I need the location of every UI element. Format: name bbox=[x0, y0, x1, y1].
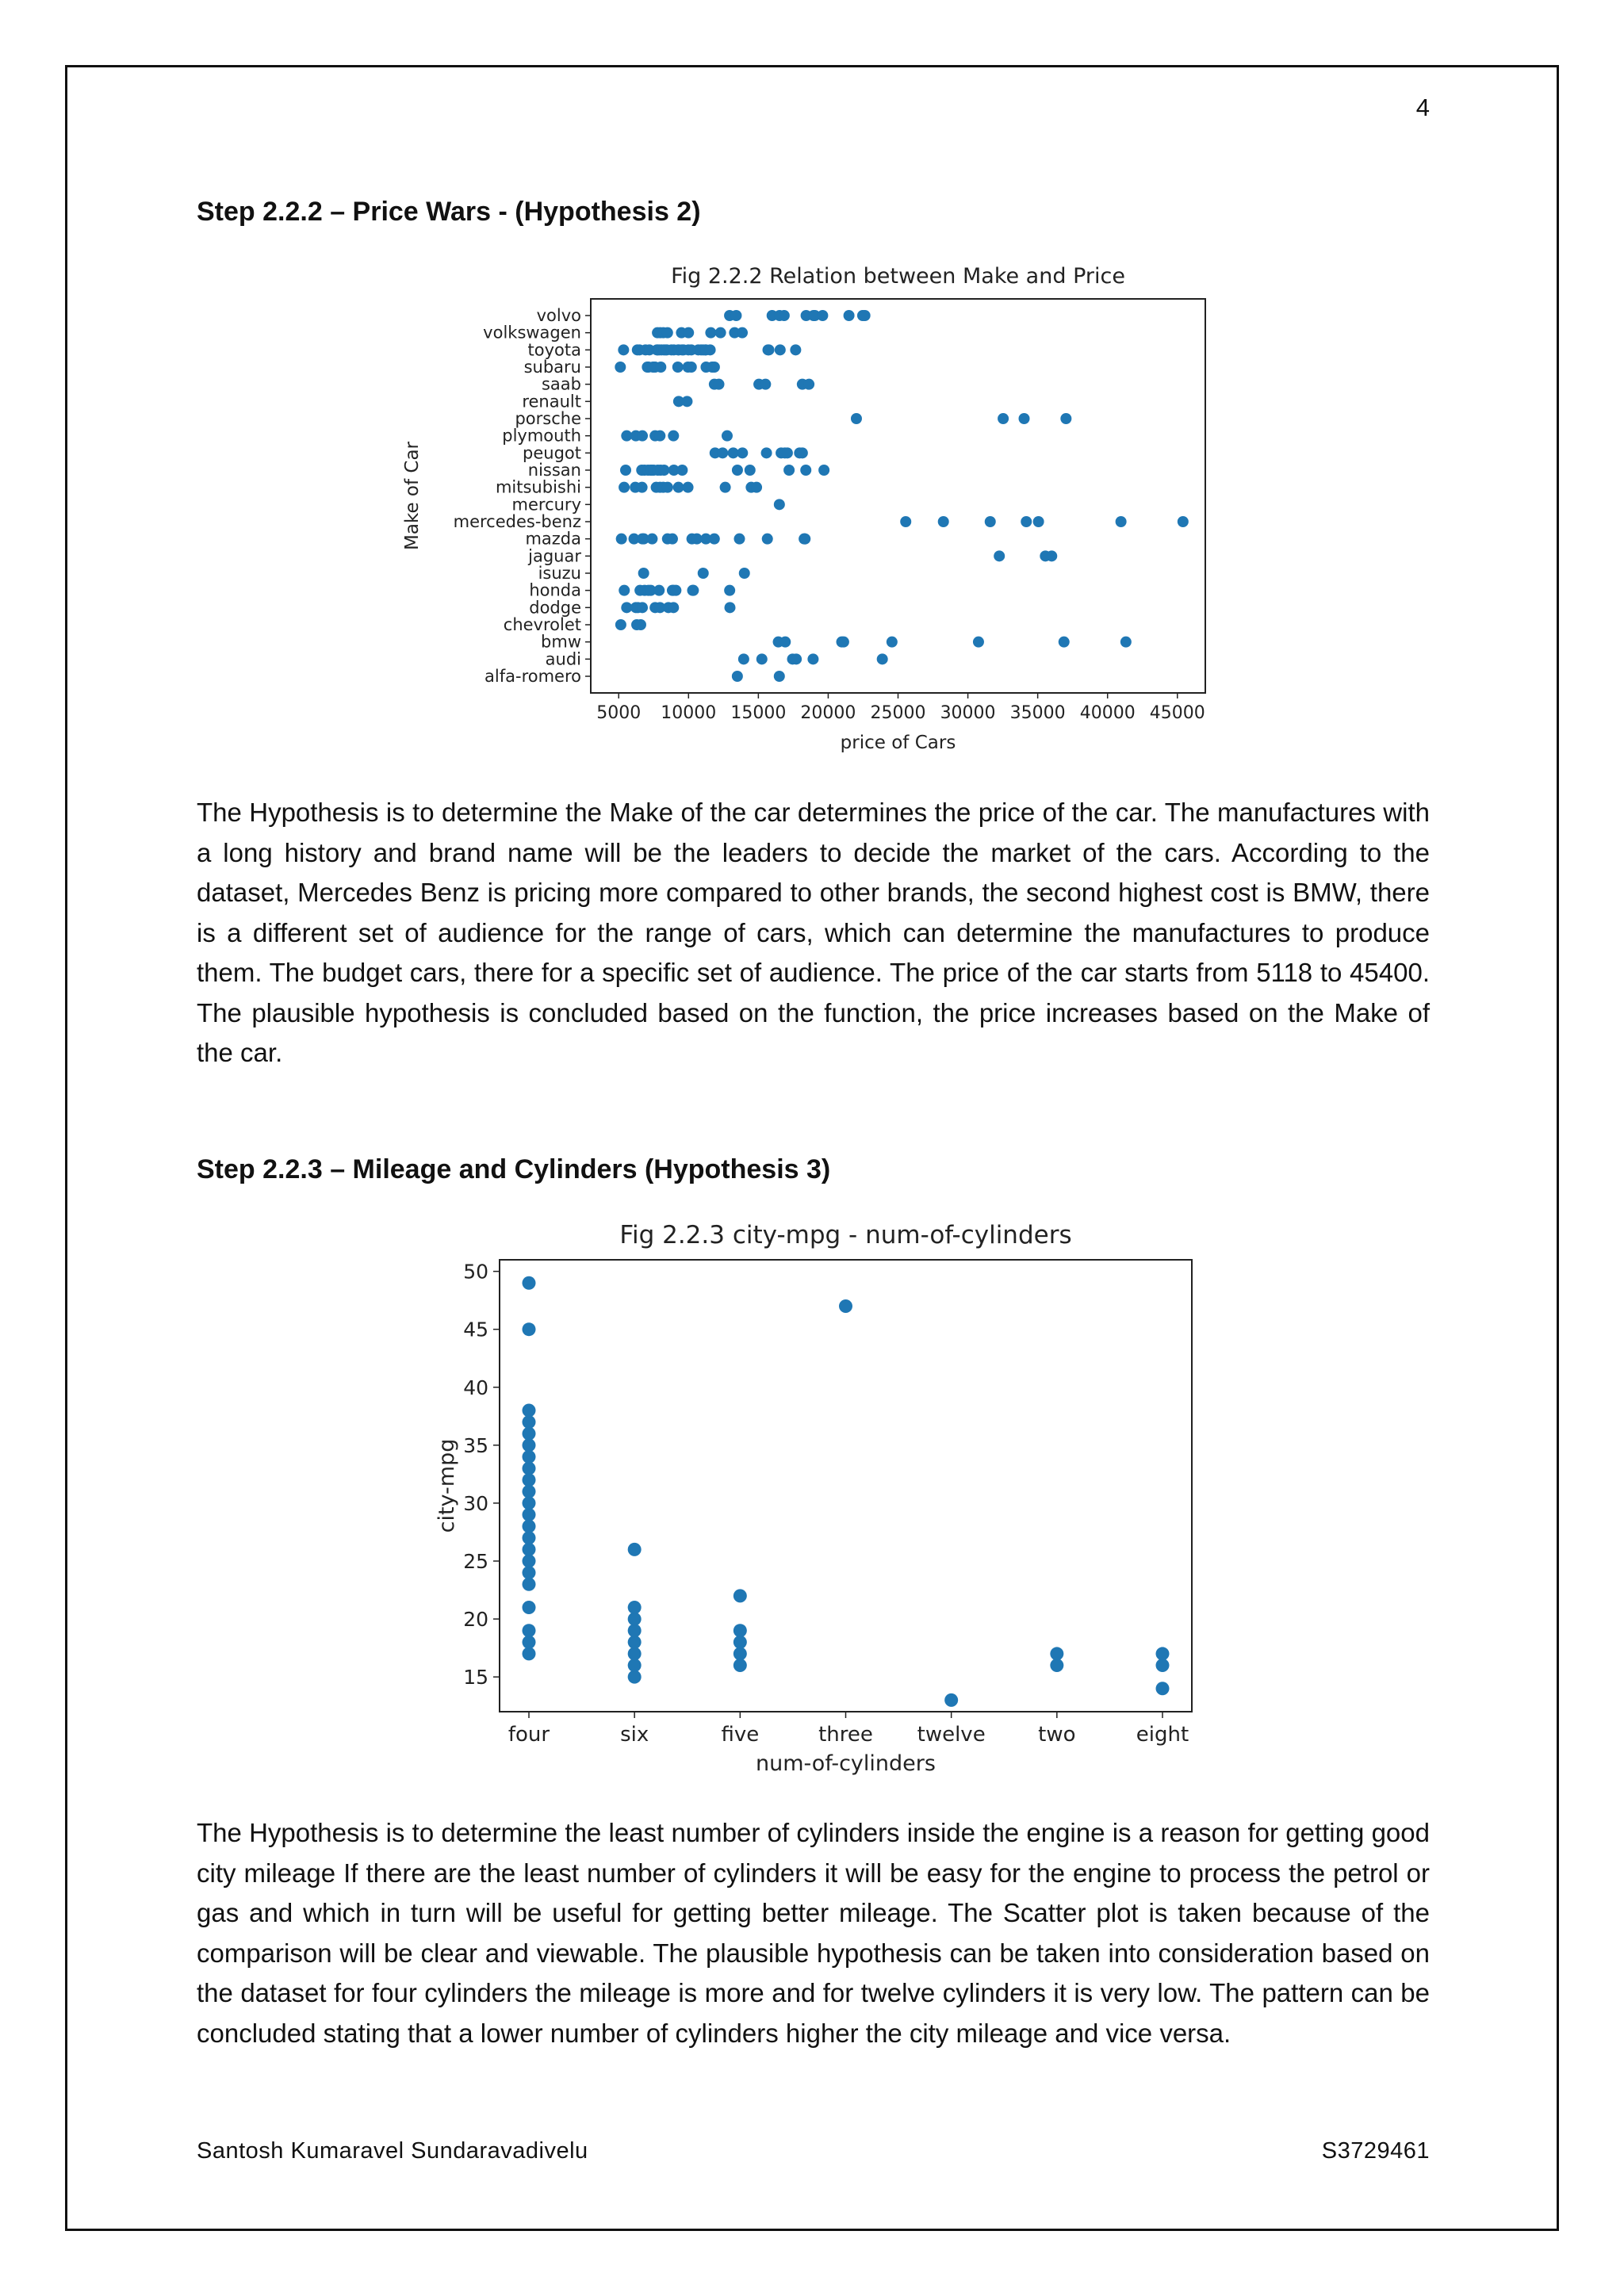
y-tick-label: 45 bbox=[463, 1318, 488, 1341]
x-tick-label: three bbox=[818, 1723, 873, 1747]
data-point bbox=[688, 585, 699, 596]
data-point bbox=[733, 1624, 747, 1637]
data-point bbox=[732, 465, 743, 476]
data-point bbox=[803, 379, 814, 390]
data-point bbox=[938, 516, 949, 527]
data-point bbox=[523, 1450, 536, 1464]
data-point bbox=[615, 619, 626, 630]
data-point bbox=[637, 430, 648, 442]
y-tick-label: subaru bbox=[523, 358, 581, 377]
data-point bbox=[668, 430, 679, 442]
x-tick-label: six bbox=[620, 1723, 649, 1747]
data-point bbox=[732, 671, 743, 682]
data-point bbox=[523, 1624, 536, 1637]
data-point bbox=[628, 1659, 642, 1672]
data-point bbox=[764, 344, 775, 355]
data-point bbox=[818, 465, 829, 476]
data-point bbox=[523, 1473, 536, 1487]
data-point bbox=[709, 534, 720, 545]
plot-frame bbox=[500, 1260, 1192, 1712]
data-point bbox=[720, 482, 731, 493]
data-point bbox=[1120, 637, 1132, 648]
data-point bbox=[739, 568, 750, 579]
y-tick-label: toyota bbox=[527, 340, 581, 360]
data-point bbox=[1116, 516, 1127, 527]
y-axis-label: city-mpg bbox=[435, 1438, 459, 1533]
x-tick-label: two bbox=[1038, 1723, 1076, 1747]
data-point bbox=[646, 534, 657, 545]
x-tick-label: 20000 bbox=[800, 703, 856, 723]
make-price-scatter-chart bbox=[396, 258, 1237, 765]
data-point bbox=[779, 637, 791, 648]
data-point bbox=[1156, 1647, 1170, 1660]
y-tick-label: audi bbox=[545, 649, 581, 669]
x-tick-label: 15000 bbox=[730, 703, 787, 723]
y-tick-label: peugot bbox=[523, 443, 581, 463]
data-point bbox=[733, 1647, 747, 1660]
data-point bbox=[1046, 550, 1057, 561]
data-point bbox=[797, 447, 808, 458]
data-point bbox=[523, 1520, 536, 1533]
data-point bbox=[733, 1589, 747, 1602]
data-point bbox=[662, 327, 673, 339]
data-point bbox=[745, 465, 756, 476]
data-point bbox=[523, 1566, 536, 1579]
y-tick-label: mazda bbox=[525, 529, 581, 549]
data-point bbox=[523, 1601, 536, 1614]
data-point bbox=[523, 1415, 536, 1429]
data-point bbox=[783, 465, 795, 476]
data-point bbox=[717, 447, 728, 458]
data-point bbox=[658, 465, 669, 476]
data-point bbox=[779, 310, 790, 321]
data-point bbox=[620, 465, 631, 476]
data-point bbox=[994, 550, 1005, 561]
data-point bbox=[877, 653, 888, 664]
data-point bbox=[724, 585, 735, 596]
x-tick-label: eight bbox=[1136, 1723, 1189, 1747]
data-point bbox=[791, 653, 802, 664]
data-point bbox=[844, 310, 855, 321]
section-heading-price-wars: Step 2.2.2 – Price Wars - (Hypothesis 2) bbox=[197, 197, 701, 227]
y-tick-label: 50 bbox=[463, 1260, 488, 1284]
data-point bbox=[715, 327, 726, 339]
data-point bbox=[714, 379, 725, 390]
data-point bbox=[1178, 516, 1189, 527]
data-point bbox=[523, 1496, 536, 1510]
data-point bbox=[523, 1543, 536, 1556]
data-point bbox=[998, 413, 1009, 424]
y-tick-label: alfa-romero bbox=[485, 667, 581, 686]
y-tick-label: saab bbox=[541, 374, 581, 394]
data-point bbox=[733, 1636, 747, 1649]
data-point bbox=[523, 1438, 536, 1452]
data-point bbox=[807, 653, 818, 664]
data-point bbox=[760, 379, 771, 390]
y-tick-label: porsche bbox=[515, 409, 581, 428]
data-point bbox=[1050, 1659, 1063, 1672]
x-tick-label: 35000 bbox=[1009, 703, 1066, 723]
data-point bbox=[628, 1670, 642, 1684]
data-point bbox=[1156, 1659, 1170, 1672]
data-point bbox=[523, 1647, 536, 1660]
data-point bbox=[615, 362, 626, 373]
data-point bbox=[523, 1427, 536, 1441]
data-point bbox=[676, 465, 688, 476]
section-heading-mileage-cylinders: Step 2.2.3 – Mileage and Cylinders (Hypothesis 3) bbox=[197, 1154, 831, 1184]
y-tick-label: honda bbox=[529, 580, 581, 600]
plot-frame bbox=[591, 299, 1205, 693]
data-point bbox=[667, 534, 678, 545]
y-tick-label: isuzu bbox=[538, 564, 581, 583]
y-tick-label: plymouth bbox=[502, 426, 581, 446]
x-tick-label: twelve bbox=[917, 1723, 986, 1747]
y-tick-label: 25 bbox=[463, 1550, 488, 1573]
data-point bbox=[523, 1531, 536, 1544]
data-point bbox=[860, 310, 871, 321]
data-point bbox=[618, 344, 629, 355]
data-point bbox=[775, 344, 786, 355]
data-point bbox=[851, 413, 862, 424]
data-point bbox=[774, 499, 785, 510]
data-point bbox=[1021, 516, 1032, 527]
data-point bbox=[628, 1647, 642, 1660]
data-point bbox=[1156, 1682, 1170, 1695]
x-tick-label: four bbox=[508, 1723, 550, 1747]
footer-student-id: S3729461 bbox=[1321, 2138, 1430, 2164]
data-point bbox=[653, 585, 665, 596]
data-point bbox=[523, 1322, 536, 1336]
data-point bbox=[523, 1508, 536, 1521]
y-axis-label: Make of Car bbox=[402, 442, 423, 550]
y-tick-label: chevrolet bbox=[503, 615, 581, 634]
data-point bbox=[838, 637, 849, 648]
footer-author: Santosh Kumaravel Sundaravadivelu bbox=[197, 2138, 588, 2164]
data-point bbox=[628, 1636, 642, 1649]
data-point bbox=[817, 310, 828, 321]
data-point bbox=[973, 637, 984, 648]
data-point bbox=[887, 637, 898, 648]
data-point bbox=[733, 1659, 747, 1672]
data-point bbox=[635, 619, 646, 630]
data-point bbox=[900, 516, 911, 527]
x-tick-label: 10000 bbox=[661, 703, 717, 723]
y-tick-label: renault bbox=[522, 392, 581, 411]
data-point bbox=[1033, 516, 1044, 527]
y-tick-label: dodge bbox=[529, 598, 581, 618]
x-axis-label: price of Cars bbox=[840, 733, 956, 753]
data-point bbox=[730, 310, 741, 321]
y-tick-label: 30 bbox=[463, 1491, 488, 1515]
mpg-cylinders-scatter-chart bbox=[412, 1217, 1205, 1788]
y-tick-label: volvo bbox=[536, 306, 581, 325]
data-point bbox=[756, 653, 768, 664]
data-point bbox=[705, 327, 716, 339]
y-tick-label: mercedes-benz bbox=[453, 512, 581, 531]
data-point bbox=[738, 653, 749, 664]
data-point bbox=[686, 362, 697, 373]
data-point bbox=[774, 671, 785, 682]
y-tick-label: jaguar bbox=[528, 546, 581, 566]
data-point bbox=[523, 1636, 536, 1649]
data-point bbox=[737, 327, 748, 339]
data-point bbox=[683, 327, 694, 339]
page-number: 4 bbox=[1415, 94, 1430, 121]
price-wars-text: The Hypothesis is to determine the Make of the car determines the price of the car. The manufactures with a long history and brand name will be the leaders to decide the market of the cars. According to the dataset, Mercedes Benz is pricing more compared to other brands, the second highest cost is BMW, there is a different set of audience for the range of cars, which can determine the manufactures to produce them. The budget cars, there for a specific set of audience. The price of the car starts from 5118 to 45400. The plausible hypothesis is concluded based on the function, the price increases based on the Make of the car. bbox=[197, 798, 1430, 1067]
data-point bbox=[1059, 637, 1070, 648]
price-wars-paragraph bbox=[197, 793, 1430, 1073]
data-point bbox=[638, 568, 649, 579]
y-tick-label: 20 bbox=[463, 1608, 488, 1632]
data-point bbox=[523, 1276, 536, 1290]
data-point bbox=[670, 585, 681, 596]
data-point bbox=[655, 362, 666, 373]
y-tick-label: volkswagen bbox=[483, 323, 581, 342]
data-point bbox=[628, 1613, 642, 1626]
data-point bbox=[523, 1578, 536, 1591]
data-point bbox=[839, 1299, 852, 1313]
x-tick-label: 30000 bbox=[940, 703, 996, 723]
data-point bbox=[761, 447, 772, 458]
data-point bbox=[628, 1543, 642, 1556]
data-point bbox=[698, 568, 709, 579]
data-point bbox=[1050, 1647, 1063, 1660]
chart-title: Fig 2.2.3 city-mpg - num-of-cylinders bbox=[619, 1221, 1072, 1249]
data-point bbox=[523, 1485, 536, 1498]
y-tick-label: 35 bbox=[463, 1433, 488, 1457]
data-point bbox=[751, 482, 762, 493]
data-point bbox=[1019, 413, 1030, 424]
y-tick-label: bmw bbox=[541, 632, 581, 652]
y-tick-label: nissan bbox=[527, 461, 581, 480]
data-point bbox=[672, 362, 684, 373]
data-point bbox=[637, 602, 648, 613]
data-point bbox=[673, 482, 684, 493]
data-point bbox=[790, 344, 801, 355]
data-point bbox=[800, 465, 811, 476]
x-tick-label: 25000 bbox=[870, 703, 926, 723]
data-point bbox=[654, 430, 665, 442]
data-point bbox=[637, 482, 648, 493]
data-point bbox=[1060, 413, 1071, 424]
data-point bbox=[722, 430, 733, 442]
data-point bbox=[737, 447, 748, 458]
data-point bbox=[668, 602, 679, 613]
x-tick-label: 5000 bbox=[596, 703, 642, 723]
data-point bbox=[985, 516, 996, 527]
y-tick-label: 40 bbox=[463, 1376, 488, 1399]
mileage-paragraph bbox=[197, 1813, 1430, 2053]
data-point bbox=[944, 1693, 958, 1707]
data-point bbox=[628, 1624, 642, 1637]
data-point bbox=[725, 602, 736, 613]
data-point bbox=[523, 1555, 536, 1568]
data-point bbox=[628, 1601, 642, 1614]
chart-title: Fig 2.2.2 Relation between Make and Price bbox=[671, 264, 1125, 289]
data-point bbox=[709, 362, 720, 373]
x-tick-label: 40000 bbox=[1079, 703, 1136, 723]
data-point bbox=[683, 482, 694, 493]
data-point bbox=[799, 534, 810, 545]
data-point bbox=[637, 534, 648, 545]
data-point bbox=[782, 447, 793, 458]
data-point bbox=[762, 534, 773, 545]
y-tick-label: mitsubishi bbox=[495, 477, 581, 497]
x-tick-label: five bbox=[721, 1723, 760, 1747]
y-tick-label: mercury bbox=[511, 495, 581, 515]
data-point bbox=[705, 344, 716, 355]
data-point bbox=[619, 482, 630, 493]
data-point bbox=[523, 1462, 536, 1475]
data-point bbox=[733, 534, 745, 545]
y-tick-label: 15 bbox=[463, 1666, 488, 1689]
data-point bbox=[523, 1404, 536, 1418]
mileage-text: The Hypothesis is to determine the least number of cylinders inside the engine is a reason for getting good city mileage If there are the least number of cylinders it will be easy for the engine to process the petrol or gas and which in turn will be useful for getting better mileage. The Scatter plot is taken because of the comparison will be clear and viewable. The plausible hypothesis can be taken into consideration based on the dataset for four cylinders the mileage is more and for twelve cylinders it is very low. The pattern can be concluded stating that a lower number of cylinders higher the city mileage and vice versa. bbox=[197, 1818, 1430, 2048]
x-axis-label: num-of-cylinders bbox=[756, 1751, 936, 1776]
data-point bbox=[662, 482, 673, 493]
x-tick-label: 45000 bbox=[1149, 703, 1205, 723]
data-point bbox=[619, 585, 630, 596]
data-point bbox=[681, 396, 692, 407]
data-point bbox=[616, 534, 627, 545]
